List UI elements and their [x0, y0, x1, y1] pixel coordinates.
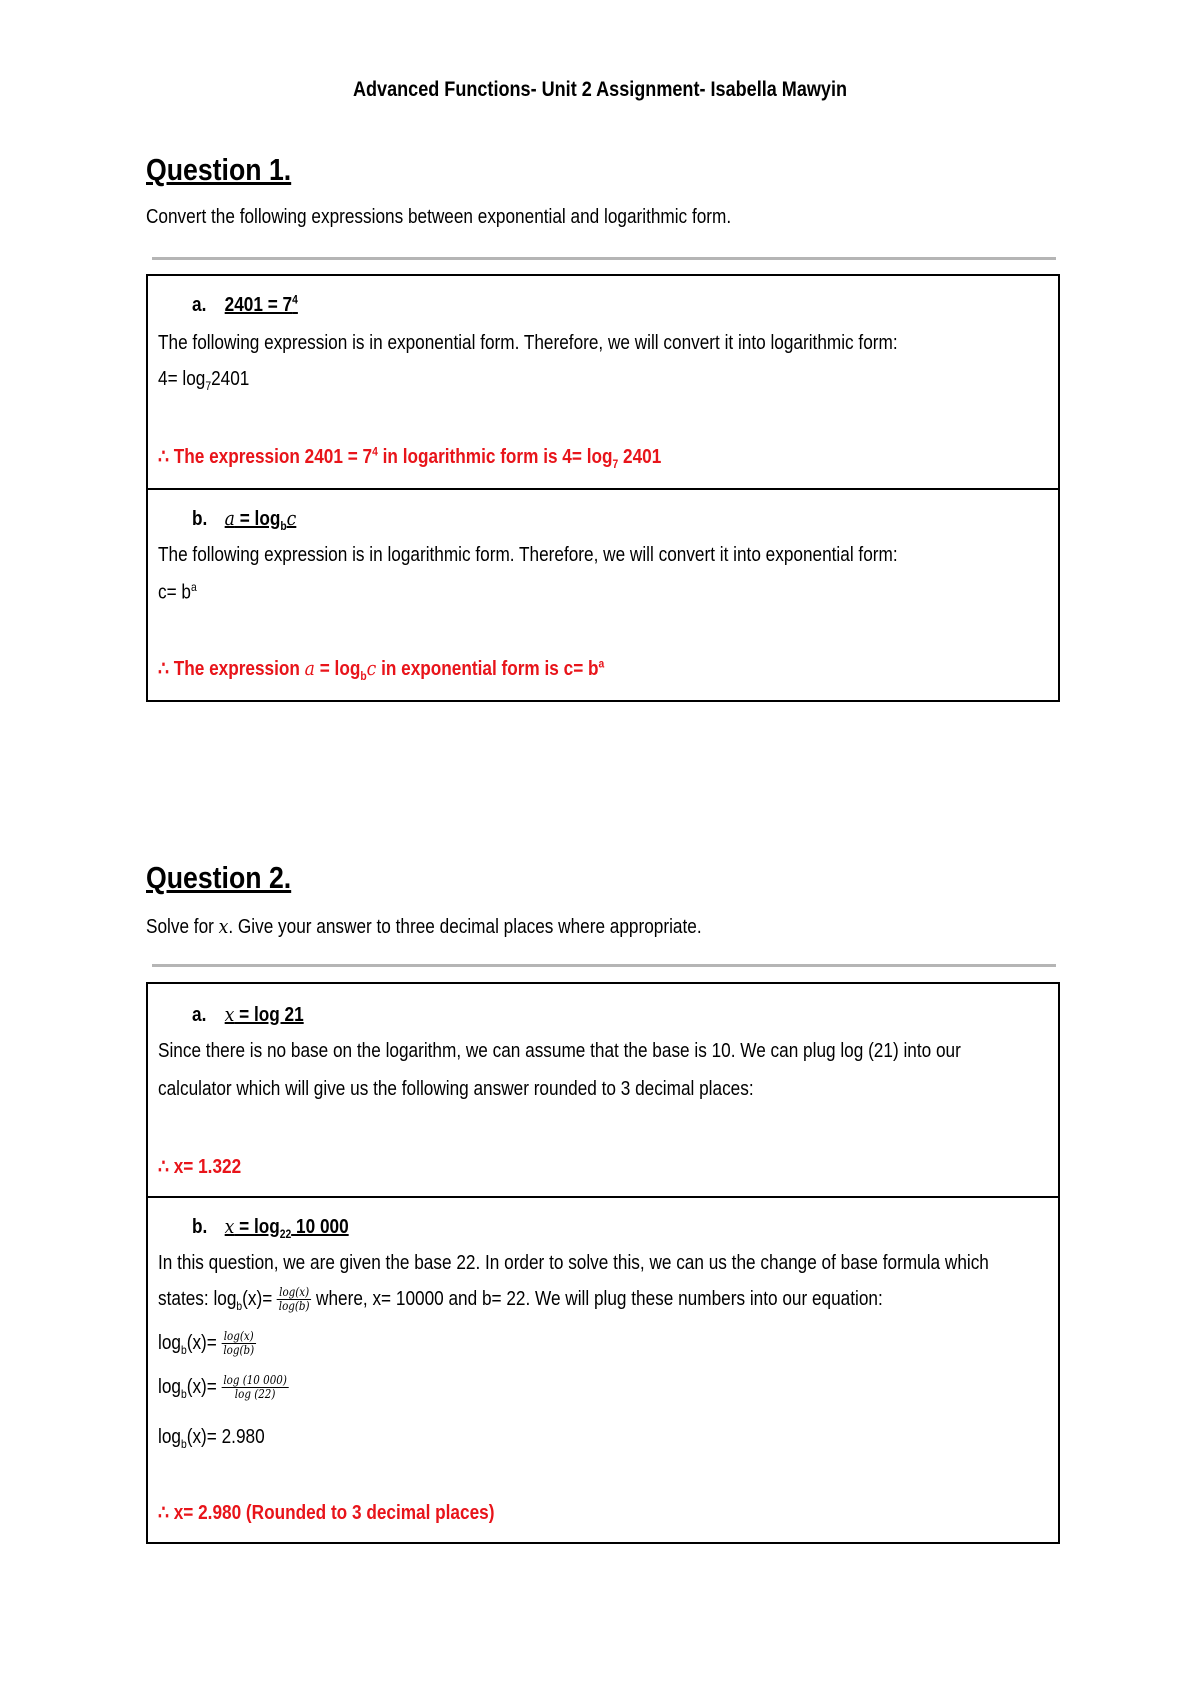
question-2-heading: Question 2.: [146, 860, 292, 895]
q2-part-b-step-1: $\log_b(x)=$ $\frac{\log(x)}{\log(b)}$: [158, 1329, 255, 1357]
q2-part-b-formula-statement: states: $\log_b(x)=$ $\frac{\log(x)}{\log(b)}$ where, x= 10000 and b= 22. We will plug these numbers into our equation:: [158, 1285, 883, 1313]
question-2-part-a: [148, 984, 1058, 1198]
q2-part-b-explanation-1: In this question, we are given the base 22. In order to solve this, we can us the change of base formula which: [158, 1252, 989, 1274]
question-1-intro: Convert the following expressions between exponential and logarithmic form.: [146, 206, 732, 228]
question-1-part-b: [148, 490, 1058, 700]
document-title: Advanced Functions- Unit 2 Assignment- Isabella Mawyin: [352, 78, 848, 101]
q2-part-a-explanation-2: calculator which will give us the following answer rounded to 3 decimal places:: [158, 1078, 754, 1100]
part-a-explanation: The following expression is in exponential form. Therefore, we will convert it into logarithmic form:: [158, 332, 898, 354]
q2-part-b-answer: ∴ x= 2.980 (Rounded to 3 decimal places): [158, 1502, 495, 1524]
part-b-step: $c= b^a$: [158, 580, 197, 604]
part-b-answer: ∴ The expression $a = \log_bc$ in exponential form is $c= b^a$: [158, 656, 605, 683]
question-2-divider: [152, 964, 1056, 967]
part-a-expression: a. $2401 = 7^4$: [192, 292, 298, 316]
question-2-box: [146, 982, 1060, 1544]
q2-part-a-explanation-1: Since there is no base on the logarithm, we can assume that the base is 10. We can plug log (21) into our: [158, 1040, 961, 1062]
q2-part-a-expression: a. x = log 21: [192, 1002, 304, 1026]
q2-part-a-answer: ∴ x= 1.322: [158, 1156, 242, 1178]
part-b-expression: b. $a = \log_bc$: [192, 506, 297, 533]
q2-part-b-expression: b. $x = \log_{22} 10$ 000: [192, 1214, 349, 1241]
question-2-intro: Solve for x. Give your answer to three decimal places where appropriate.: [146, 914, 702, 938]
part-a-step: $4= \log_72401$: [158, 368, 250, 393]
q2-part-b-step-2: $\log_b(x)=$ $\frac{\log (10 000)}{\log (22)}$: [158, 1373, 287, 1401]
question-1-box: [146, 274, 1060, 702]
question-2-part-b: [148, 1198, 1058, 1542]
q2-part-b-step-3: $\log_b(x)= 2.980$: [158, 1426, 265, 1451]
question-1-part-a: [148, 276, 1058, 490]
part-b-explanation: The following expression is in logarithmic form. Therefore, we will convert it into exponential form:: [158, 544, 898, 566]
question-1-divider: [152, 257, 1056, 260]
part-a-answer: ∴ The expression $2401 = 7^4$ in logarithmic form is $4= \log_7 2401$: [158, 444, 662, 471]
question-1-heading: Question 1.: [146, 152, 292, 187]
